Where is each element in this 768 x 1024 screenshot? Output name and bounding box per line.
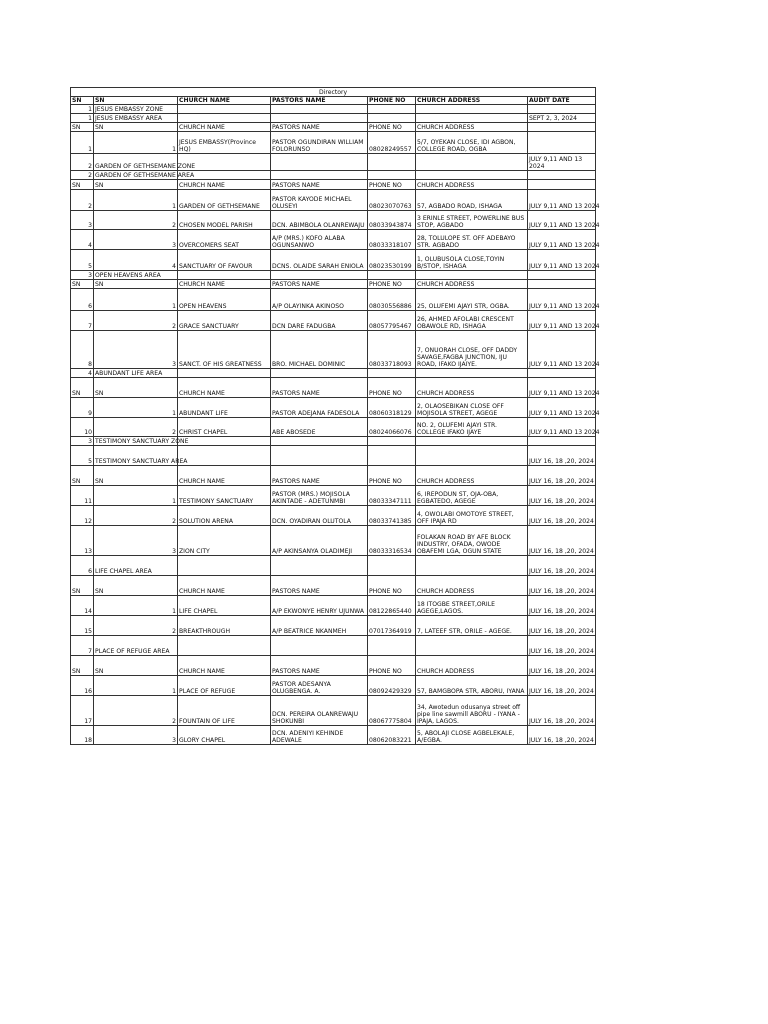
church-name-cell: SANCTUARY OF FAVOUR — [178, 250, 271, 271]
phone-cell: 08033741385 — [368, 506, 416, 526]
table-row — [71, 132, 596, 154]
subheader-row — [71, 180, 596, 190]
zone-row — [71, 114, 596, 123]
audit-date-cell: JULY 9,11 AND 13 2024 — [528, 331, 596, 369]
empty-cell — [178, 556, 271, 576]
sn-cell: 9 — [71, 398, 94, 418]
address-cell: 57, AGBADO ROAD, ISHAGA — [416, 190, 528, 211]
church-name-cell: ABUNDANT LIFE — [178, 398, 271, 418]
audit-date-cell — [528, 280, 596, 289]
table-row — [71, 696, 596, 726]
empty-cell — [416, 114, 528, 123]
empty-cell — [368, 636, 416, 656]
church-name-cell: GLORY CHAPEL — [178, 726, 271, 745]
zone-number-cell: 6 — [71, 556, 94, 576]
table-row — [71, 289, 596, 311]
phone-cell: 08067775804 — [368, 696, 416, 726]
address-cell: CHURCH ADDRESS — [416, 97, 528, 105]
zone-row — [71, 437, 596, 446]
table-row — [71, 250, 596, 271]
pastor-name-cell: PASTOR OGUNDIRAN WILLIAM FOLORUNSO — [271, 132, 368, 154]
church-name-cell: JESUS EMBASSY(Province HQ) — [178, 132, 271, 154]
church-name-cell: GARDEN OF GETHSEMANE — [178, 190, 271, 211]
sn-cell: 16 — [71, 676, 94, 696]
church-name-cell: LIFE CHAPEL — [178, 596, 271, 616]
table-row — [71, 211, 596, 230]
sn2-cell: 2 — [94, 696, 178, 726]
sn2-cell: 1 — [94, 289, 178, 311]
pastor-name-cell: DCN. ADENIYI KEHINDE ADEWALE — [271, 726, 368, 745]
zone-label-cell: GARDEN OF GETHSEMANE AREA — [95, 172, 195, 179]
phone-cell: 08033718093 — [368, 331, 416, 369]
pastor-name-cell: PASTORS NAME — [271, 466, 368, 486]
empty-cell — [271, 105, 368, 114]
address-cell: CHURCH ADDRESS — [416, 180, 528, 190]
audit-date-cell: JULY 16, 18 ,20, 2024 — [528, 526, 596, 556]
address-cell: 25, OLUFEMI AJAYI STR, OGBA. — [416, 289, 528, 311]
table-row — [71, 418, 596, 437]
zone-label-cell: PLACE OF REFUGE AREA — [94, 636, 178, 656]
address-cell: FOLAKAN ROAD BY AFE BLOCK INDUSTRY, OFADA, OWODE OBAFEMI LGA, OGUN STATE — [416, 526, 528, 556]
table-row — [71, 331, 596, 369]
table-row — [71, 190, 596, 211]
sn-cell: 13 — [71, 526, 94, 556]
address-cell: 4, OWOLABI OMOTOYE STREET, OFF IPAJA RD — [416, 506, 528, 526]
address-cell: 18 ITOGBE STREET,ORILE AGEGE,LAGOS. — [416, 596, 528, 616]
pastor-name-cell: A/P EKWONYE HENRY UJUNWA — [271, 596, 368, 616]
audit-date-cell: JULY 9,11 AND 13 2024 — [528, 311, 596, 331]
address-cell: CHURCH ADDRESS — [416, 378, 528, 398]
audit-date-cell — [528, 171, 596, 180]
church-name-cell: PLACE OF REFUGE — [178, 676, 271, 696]
church-name-cell: SANCT. OF HIS GREATNESS — [178, 331, 271, 369]
audit-date-cell: JULY 9,11 AND 13 2024 — [528, 211, 596, 230]
phone-cell: 07017364919 — [368, 616, 416, 636]
empty-cell — [416, 437, 528, 446]
church-name-cell: CHRIST CHAPEL — [178, 418, 271, 437]
phone-cell: 08033347111 — [368, 486, 416, 506]
zone-label-cell: TESTIMONY SANCTUARY ZONE — [95, 438, 189, 445]
pastor-name-cell: DCN DARE FADUGBA — [271, 311, 368, 331]
sn2-cell: SN — [94, 656, 178, 676]
address-cell: 7, LATEEF STR, ORILE - AGEGE. — [416, 616, 528, 636]
sn-cell: 5 — [71, 250, 94, 271]
audit-date-cell: JULY 16, 18 ,20, 2024 — [528, 486, 596, 506]
sn-cell: 2 — [71, 190, 94, 211]
page-title: Directory — [71, 88, 596, 97]
sn-cell: SN — [71, 466, 94, 486]
phone-cell: 08033943874 — [368, 211, 416, 230]
audit-date-cell: JULY 9,11 AND 13 2024 — [528, 190, 596, 211]
table-row — [71, 486, 596, 506]
empty-cell — [271, 437, 368, 446]
sn2-cell: 2 — [94, 506, 178, 526]
empty-cell — [368, 446, 416, 466]
empty-cell — [416, 636, 528, 656]
address-cell: CHURCH ADDRESS — [416, 656, 528, 676]
sn-cell: 14 — [71, 596, 94, 616]
audit-date-cell: JULY 16, 18 ,20, 2024 — [528, 576, 596, 596]
audit-date-cell: JULY 16, 18 ,20, 2024 — [528, 676, 596, 696]
pastor-name-cell: A/P BEATRICE NKANMEH — [271, 616, 368, 636]
pastor-name-cell: PASTORS NAME — [271, 280, 368, 289]
empty-cell — [178, 369, 271, 378]
church-name-cell: FOUNTAIN OF LIFE — [178, 696, 271, 726]
sn2-cell: SN — [94, 97, 178, 105]
church-name-cell: ZION CITY — [178, 526, 271, 556]
directory-sheet — [70, 87, 600, 745]
audit-date-cell: JULY 9,11 AND 13 2024 — [528, 418, 596, 437]
zone-number-cell: 1 — [71, 114, 94, 123]
phone-cell: PHONE NO — [368, 123, 416, 132]
empty-cell — [368, 171, 416, 180]
zone-number-cell: 2 — [71, 171, 94, 180]
church-name-cell: CHURCH NAME — [178, 466, 271, 486]
table-row — [71, 526, 596, 556]
empty-cell — [416, 154, 528, 171]
zone-row — [71, 369, 596, 378]
subheader-row — [71, 576, 596, 596]
pastor-name-cell: PASTORS NAME — [271, 656, 368, 676]
zone-number-cell: 1 — [71, 105, 94, 114]
sn-cell: SN — [71, 378, 94, 398]
table-row — [71, 616, 596, 636]
sn-cell: 8 — [71, 331, 94, 369]
zone-label-cell: JESUS EMBASSY AREA — [94, 114, 178, 123]
empty-cell — [416, 271, 528, 280]
address-cell: 7, ONUORAH CLOSE, OFF DADDY SAVAGE,FAGBA JUNCTION, IJU ROAD, IFAKO IJAIYE. — [416, 331, 528, 369]
zone-label-cell: JESUS EMBASSY ZONE — [94, 105, 178, 114]
zone-number-cell: 3 — [71, 437, 94, 446]
sn2-cell: SN — [94, 466, 178, 486]
empty-cell — [416, 446, 528, 466]
church-name-cell: GRACE SANCTUARY — [178, 311, 271, 331]
empty-cell — [368, 437, 416, 446]
pastor-name-cell: PASTOR ADESANYA OLUGBENGA. A. — [271, 676, 368, 696]
phone-cell: PHONE NO — [368, 180, 416, 190]
sn2-cell: 4 — [94, 250, 178, 271]
subheader-row — [71, 123, 596, 132]
sn2-cell: SN — [94, 576, 178, 596]
sn2-cell: 1 — [94, 486, 178, 506]
address-cell: CHURCH ADDRESS — [416, 280, 528, 289]
empty-cell — [368, 271, 416, 280]
sn2-cell: 2 — [94, 311, 178, 331]
sn2-cell: 1 — [94, 596, 178, 616]
table-row — [71, 398, 596, 418]
address-cell: 5/7, OYEKAN CLOSE, IDI AGBON, COLLEGE ROAD, OGBA — [416, 132, 528, 154]
empty-cell — [178, 636, 271, 656]
phone-cell: 08028249557 — [368, 132, 416, 154]
subheader-row — [71, 280, 596, 289]
empty-cell — [416, 171, 528, 180]
sn2-cell: 3 — [94, 331, 178, 369]
subheader-row — [71, 656, 596, 676]
header-row — [71, 97, 596, 105]
church-name-cell: CHURCH NAME — [178, 123, 271, 132]
empty-cell — [368, 105, 416, 114]
sn2-cell: 1 — [94, 132, 178, 154]
address-cell: 3 ERINLE STREET, POWERLINE BUS STOP, AGBADO — [416, 211, 528, 230]
empty-cell — [416, 556, 528, 576]
pastor-name-cell: PASTORS NAME — [271, 378, 368, 398]
sn-cell: SN — [71, 576, 94, 596]
address-cell: CHURCH ADDRESS — [416, 123, 528, 132]
phone-cell: 08033318107 — [368, 230, 416, 250]
empty-cell — [271, 171, 368, 180]
audit-date-cell: JULY 9,11 AND 13 2024 — [528, 378, 596, 398]
sn-cell: 6 — [71, 289, 94, 311]
zone-number-cell: 3 — [71, 271, 94, 280]
zone-row — [71, 154, 596, 171]
pastor-name-cell: DCN. OYADIRAN OLUTOLA — [271, 506, 368, 526]
sn2-cell: 1 — [94, 398, 178, 418]
zone-label-cell: ABUNDANT LIFE AREA — [94, 369, 178, 378]
phone-cell: 08057795467 — [368, 311, 416, 331]
empty-cell — [368, 556, 416, 576]
pastor-name-cell: ABE ABOSEDE — [271, 418, 368, 437]
zone-row — [71, 636, 596, 656]
empty-cell — [271, 369, 368, 378]
sn-cell: 18 — [71, 726, 94, 745]
empty-cell — [271, 154, 368, 171]
phone-cell: 08033316534 — [368, 526, 416, 556]
audit-date-cell: JULY 16, 18 ,20, 2024 — [528, 656, 596, 676]
sn-cell: 11 — [71, 486, 94, 506]
zone-number-cell: 2 — [71, 154, 94, 171]
subheader-row — [71, 466, 596, 486]
church-name-cell: BREAKTHROUGH — [178, 616, 271, 636]
sn2-cell: 2 — [94, 616, 178, 636]
address-cell: 2, OLAOSEBIKAN CLOSE OFF MOJISOLA STREET, AGEGE — [416, 398, 528, 418]
address-cell: NO. 2, OLUFEMI AJAYI STR. COLLEGE IFAKO IJAYE — [416, 418, 528, 437]
empty-cell — [368, 114, 416, 123]
pastor-name-cell: A/P (MRS.) KOFO ALABA OGUNSANWO — [271, 230, 368, 250]
empty-cell — [416, 369, 528, 378]
sn-cell: SN — [71, 97, 94, 105]
pastor-name-cell: PASTORS NAME — [271, 180, 368, 190]
church-name-cell: CHURCH NAME — [178, 656, 271, 676]
empty-cell — [368, 369, 416, 378]
audit-date-cell — [528, 180, 596, 190]
church-name-cell: OVERCOMERS SEAT — [178, 230, 271, 250]
empty-cell — [416, 105, 528, 114]
church-name-cell: OPEN HEAVENS — [178, 289, 271, 311]
sn2-cell: 1 — [94, 676, 178, 696]
empty-cell — [368, 154, 416, 171]
table-row — [71, 596, 596, 616]
pastor-name-cell: PASTORS NAME — [271, 97, 368, 105]
audit-date-cell — [528, 369, 596, 378]
audit-date-cell: SEPT 2, 3, 2024 — [528, 114, 596, 123]
phone-cell: 08092429329 — [368, 676, 416, 696]
sn2-cell: SN — [94, 180, 178, 190]
empty-cell — [178, 437, 271, 446]
pastor-name-cell: PASTOR KAYODE MICHAEL OLUSEYI — [271, 190, 368, 211]
phone-cell: 08030556886 — [368, 289, 416, 311]
subheader-row — [71, 378, 596, 398]
sn2-cell: 3 — [94, 726, 178, 745]
empty-cell — [271, 114, 368, 123]
sn-cell: 12 — [71, 506, 94, 526]
sn2-cell: 3 — [94, 526, 178, 556]
sn-cell: 4 — [71, 230, 94, 250]
audit-date-cell: JULY 16, 18 ,20, 2024 — [528, 466, 596, 486]
address-cell: 1, OLUBUSOLA CLOSE,TOYIN B/STOP, ISHAGA — [416, 250, 528, 271]
audit-date-cell: JULY 9,11 AND 13 2024 — [528, 230, 596, 250]
sn-cell: SN — [71, 180, 94, 190]
phone-cell: 08060318129 — [368, 398, 416, 418]
phone-cell: PHONE NO — [368, 656, 416, 676]
zone-row — [71, 271, 596, 280]
table-row — [71, 311, 596, 331]
zone-number-cell: 4 — [71, 369, 94, 378]
phone-cell: PHONE NO — [368, 280, 416, 289]
sn-cell: SN — [71, 123, 94, 132]
audit-date-cell: AUDIT DATE — [528, 97, 596, 105]
audit-date-cell: JULY 9,11 AND 13 2024 — [528, 398, 596, 418]
address-cell: 26, AHMED AFOLABI CRESCENT OBAWOLE RD, ISHAGA — [416, 311, 528, 331]
sn-cell: 1 — [71, 132, 94, 154]
address-cell: CHURCH ADDRESS — [416, 576, 528, 596]
sn-cell: 7 — [71, 311, 94, 331]
church-name-cell: CHOSEN MODEL PARISH — [178, 211, 271, 230]
audit-date-cell — [528, 132, 596, 154]
phone-cell: 08024066076 — [368, 418, 416, 437]
empty-cell — [178, 446, 271, 466]
address-cell: 28, TOLULOPE ST. OFF ADEBAYO STR. AGBADO — [416, 230, 528, 250]
empty-cell — [271, 636, 368, 656]
audit-date-cell: JULY 9,11 AND 13 2024 — [528, 289, 596, 311]
table-row — [71, 230, 596, 250]
audit-date-cell — [528, 437, 596, 446]
phone-cell: PHONE NO — [368, 576, 416, 596]
pastor-name-cell: BRO. MICHAEL DOMINIC — [271, 331, 368, 369]
audit-date-cell — [528, 123, 596, 132]
pastor-name-cell: PASTOR (MRS.) MOJISOLA AKINTADE - ADETUNMBI — [271, 486, 368, 506]
empty-cell — [178, 105, 271, 114]
audit-date-cell: JULY 16, 18 ,20, 2024 — [528, 506, 596, 526]
church-name-cell: CHURCH NAME — [178, 97, 271, 105]
audit-date-cell: JULY 16, 18 ,20, 2024 — [528, 446, 596, 466]
audit-date-cell: JULY 16, 18 ,20, 2024 — [528, 696, 596, 726]
audit-date-cell: JULY 16, 18 ,20, 2024 — [528, 596, 596, 616]
church-name-cell: CHURCH NAME — [178, 180, 271, 190]
zone-label-cell: OPEN HEAVENS AREA — [94, 271, 178, 280]
directory-table — [70, 87, 600, 745]
audit-date-cell: JULY 16, 18 ,20, 2024 — [528, 556, 596, 576]
pastor-name-cell: PASTORS NAME — [271, 576, 368, 596]
sn-cell: SN — [71, 280, 94, 289]
phone-cell: PHONE NO — [368, 97, 416, 105]
phone-cell: 08062083221 — [368, 726, 416, 745]
pastor-name-cell: A/P OLAYINKA AKINOSO — [271, 289, 368, 311]
address-cell: CHURCH ADDRESS — [416, 466, 528, 486]
phone-cell: PHONE NO — [368, 378, 416, 398]
empty-cell — [271, 446, 368, 466]
church-name-cell: CHURCH NAME — [178, 378, 271, 398]
zone-row — [71, 556, 596, 576]
pastor-name-cell: DCNS. OLAIDE SARAH ENIOLA — [271, 250, 368, 271]
empty-cell — [178, 114, 271, 123]
sn2-cell: SN — [94, 280, 178, 289]
zone-row — [71, 105, 596, 114]
pastor-name-cell: DCN. ABIMBOLA OLANREWAJU — [271, 211, 368, 230]
zone-row — [71, 446, 596, 466]
pastor-name-cell: A/P AKINSANYA OLADIMEJI — [271, 526, 368, 556]
sn-cell: 3 — [71, 211, 94, 230]
audit-date-cell: JULY 9,11 AND 13 2024 — [528, 250, 596, 271]
empty-cell — [271, 556, 368, 576]
sn2-cell: 1 — [94, 190, 178, 211]
table-row — [71, 506, 596, 526]
audit-date-cell: JULY 16, 18 ,20, 2024 — [528, 726, 596, 745]
sn-cell: 10 — [71, 418, 94, 437]
address-cell: 34, Awotedun odusanya street off pipe line sawmill ABORU - IYANA - IPAJA, LAGOS. — [416, 696, 528, 726]
address-cell: 57, BAMGBOPA STR, ABORU, IYANA — [416, 676, 528, 696]
zone-row — [71, 171, 596, 180]
church-name-cell: TESTIMONY SANCTUARY — [178, 486, 271, 506]
pastor-name-cell: PASTOR ADEJANA FADESOLA — [271, 398, 368, 418]
sn2-cell: SN — [94, 123, 178, 132]
church-name-cell: SOLUTION ARENA — [178, 506, 271, 526]
sn2-cell: SN — [94, 378, 178, 398]
sn2-cell: 2 — [94, 418, 178, 437]
address-cell: 5, ABOLAJI CLOSE AGBELEKALE, A/EGBA. — [416, 726, 528, 745]
zone-number-cell: 5 — [71, 446, 94, 466]
zone-label-cell: LIFE CHAPEL AREA — [94, 556, 178, 576]
audit-date-cell: JULY 16, 18 ,20, 2024 — [528, 636, 596, 656]
address-cell: 6, IREPODUN ST, OJA-OBA, EGBATEDO, AGEGE — [416, 486, 528, 506]
sn-cell: 17 — [71, 696, 94, 726]
phone-cell: 08023070763 — [368, 190, 416, 211]
table-row — [71, 726, 596, 745]
sn2-cell: 2 — [94, 211, 178, 230]
empty-cell — [271, 271, 368, 280]
zone-number-cell: 7 — [71, 636, 94, 656]
phone-cell: PHONE NO — [368, 466, 416, 486]
sn-cell: 15 — [71, 616, 94, 636]
church-name-cell: CHURCH NAME — [178, 280, 271, 289]
phone-cell: 08023530199 — [368, 250, 416, 271]
empty-cell — [178, 271, 271, 280]
audit-date-cell — [528, 271, 596, 280]
pastor-name-cell: PASTORS NAME — [271, 123, 368, 132]
table-row — [71, 676, 596, 696]
zone-label-cell: GARDEN OF GETHSEMANE ZONE — [94, 154, 178, 171]
sn-cell: SN — [71, 656, 94, 676]
church-name-cell: CHURCH NAME — [178, 576, 271, 596]
audit-date-cell: JULY 9,11 AND 13 2024 — [528, 154, 596, 171]
audit-date-cell — [528, 105, 596, 114]
pastor-name-cell: DCN. PEREIRA OLANREWAJU SHOKUNBI — [271, 696, 368, 726]
phone-cell: 08122865440 — [368, 596, 416, 616]
sn2-cell: 3 — [94, 230, 178, 250]
audit-date-cell: JULY 16, 18 ,20, 2024 — [528, 616, 596, 636]
zone-label-cell: TESTIMONY SANCTUARY AREA — [94, 446, 178, 466]
